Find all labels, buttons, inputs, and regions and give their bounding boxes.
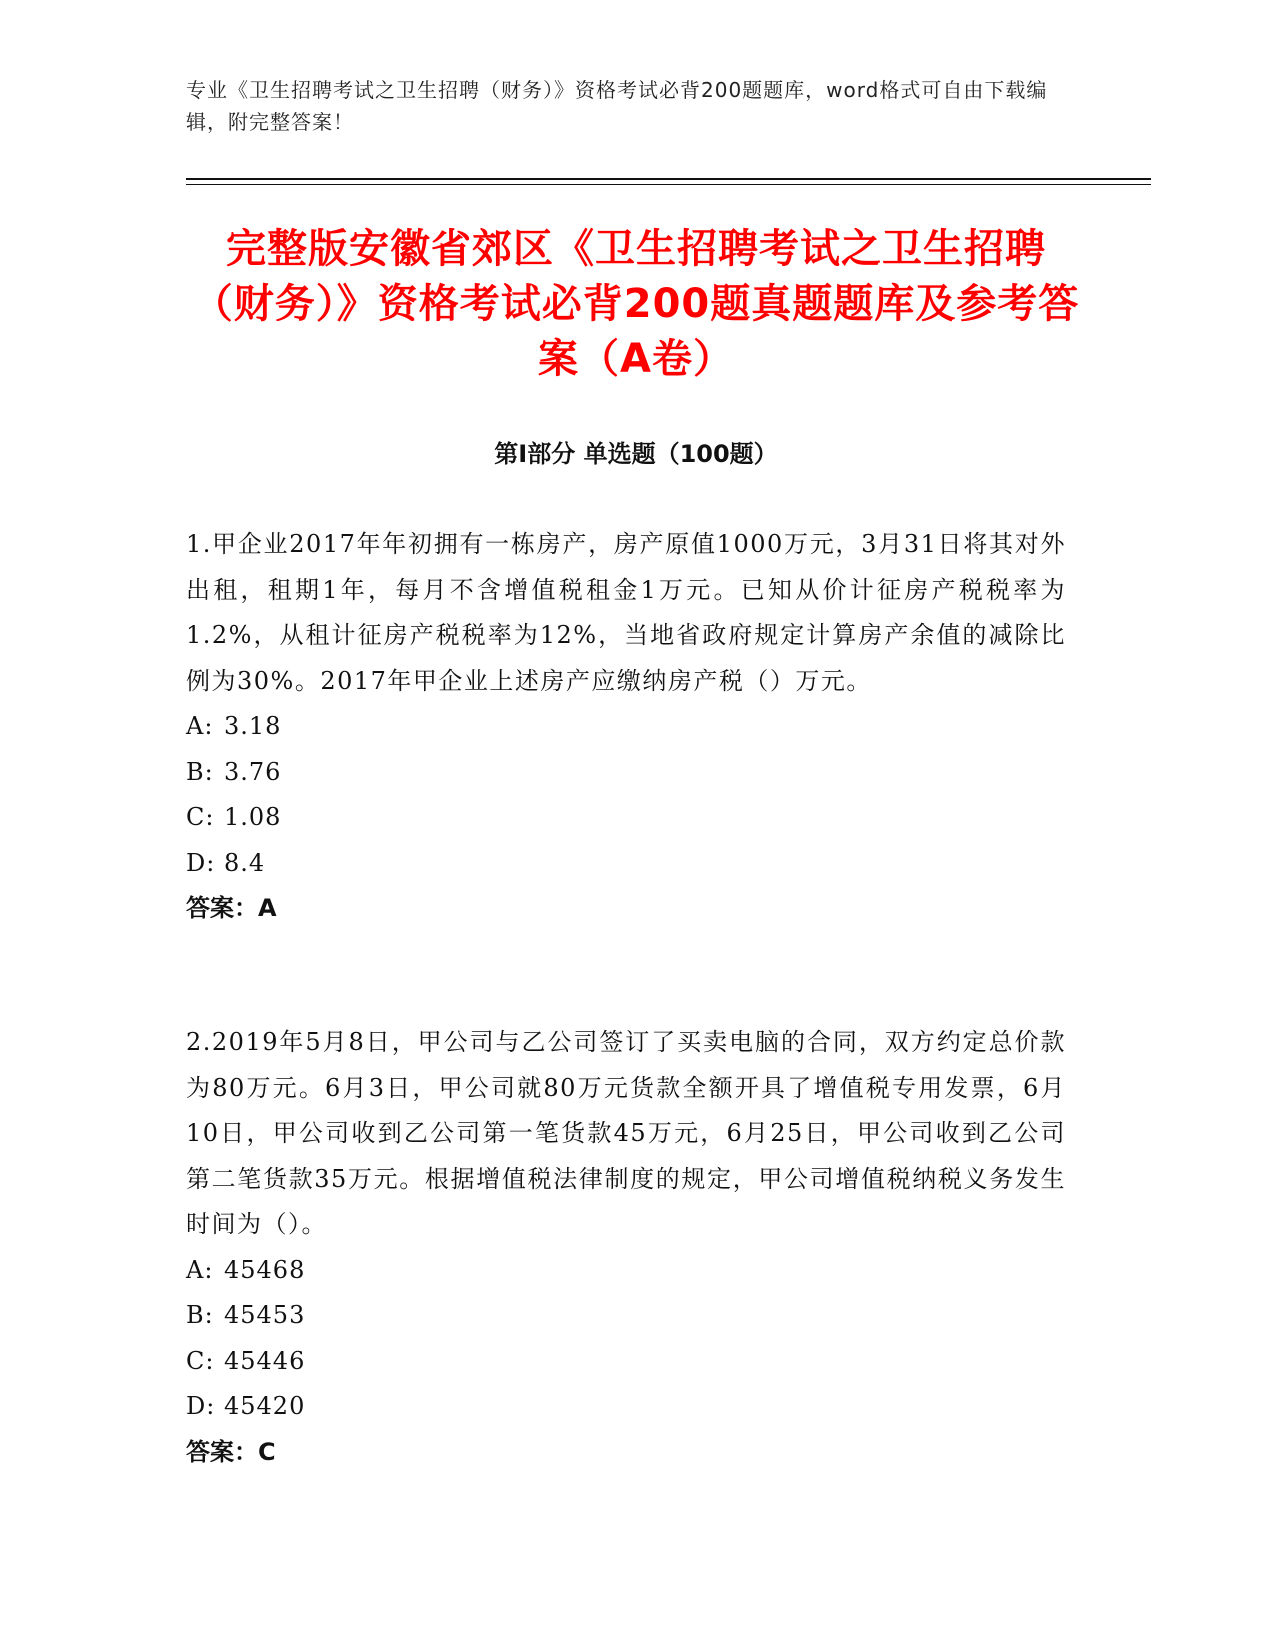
option-label: C: — [186, 803, 215, 831]
question-1 — [186, 522, 1066, 932]
header-note: 专业《卫生招聘考试之卫生招聘（财务）》资格考试必背200题题库，word格式可自由下载编辑，附完整答案！ — [186, 78, 1048, 134]
option-d — [186, 841, 1066, 887]
option-value: 3.18 — [224, 712, 282, 740]
option-value: 1.08 — [224, 803, 282, 831]
option-a — [186, 1248, 1066, 1294]
option-label: C: — [186, 1346, 215, 1375]
option-c — [186, 795, 1066, 841]
option-value: 8.4 — [224, 848, 266, 877]
option-value: 45468 — [224, 1255, 306, 1284]
option-value: 45446 — [224, 1346, 306, 1375]
option-c — [186, 1339, 1066, 1385]
question-text: 2.2019年5月8日，甲公司与乙公司签订了买卖电脑的合同，双方约定总价款为80万元。6月3日，甲公司就80万元货款全额开具了增值税专用发票，6月10日，甲公司收到乙公司第一笔货款45万元，6月25日，甲公司收到乙公司第二笔货款35万元。根据增值税法律制度的规定，甲公司增值税纳税义务发生时间为（）。 — [186, 1028, 1066, 1238]
option-a — [186, 704, 1066, 750]
answer-line: 答案：C — [186, 1437, 276, 1466]
option-value: 3.76 — [224, 757, 282, 786]
option-label: B: — [186, 1301, 214, 1329]
header-rule-thin — [186, 184, 1151, 185]
option-label: A: — [186, 712, 214, 740]
question-text: 1.甲企业2017年年初拥有一栋房产，房产原值1000万元，3月31日将其对外出租，租期1年，每月不含增值税租金1万元。已知从价计征房产税税率为1.2%，从租计征房产税税率为12%，当地省政府规定计算房产余值的减除比例为30%。2017年甲企业上述房产应缴纳房产税（）万元。 — [186, 530, 1066, 695]
option-label: D: — [186, 1392, 216, 1420]
header-rule-thick — [186, 178, 1151, 180]
option-label: D: — [186, 848, 216, 877]
option-label: A: — [186, 1255, 214, 1284]
option-b — [186, 1293, 1066, 1339]
section-title: 第Ⅰ部分 单选题（100题） — [494, 440, 778, 468]
option-label: B: — [186, 757, 214, 786]
option-value: 45420 — [224, 1392, 306, 1420]
option-value: 45453 — [224, 1301, 306, 1329]
document-title: 完整版安徽省郊区《卫生招聘考试之卫生招聘（财务）》资格考试必背200题真题题库及参考答案（A卷） — [192, 226, 1080, 382]
option-d — [186, 1384, 1066, 1430]
question-2 — [186, 1020, 1066, 1475]
option-b — [186, 750, 1066, 796]
answer-line: 答案：A — [186, 894, 277, 922]
